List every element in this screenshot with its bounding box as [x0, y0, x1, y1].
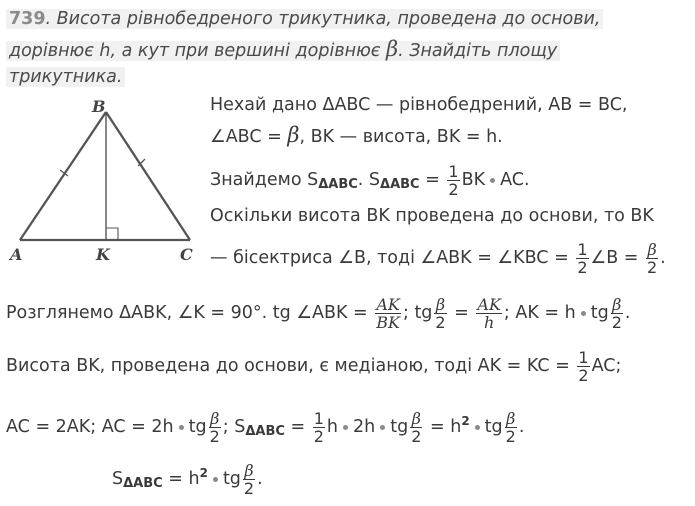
solution-text-8j: . [518, 417, 525, 437]
subscript-abc: ΔABC [245, 424, 285, 439]
side-ab [20, 112, 106, 240]
denominator: 2 [578, 365, 589, 385]
solution-line-2 [210, 124, 503, 148]
problem-number: 739 [9, 9, 46, 29]
solution-text-3d: BK [461, 170, 486, 190]
multiply-dot [380, 425, 385, 430]
solution-text-2a: ∠ABC = [210, 127, 288, 147]
numerator: 1 [577, 239, 588, 259]
fraction-half [447, 163, 459, 198]
numerator-beta: β [411, 408, 421, 428]
solution-text-8i: tg [484, 417, 503, 437]
solution-line-8 [6, 401, 525, 446]
solution-text-9a: S [112, 469, 124, 489]
numerator: 1 [448, 161, 459, 181]
solution-text-3c: = [419, 170, 446, 190]
numerator-beta: β [435, 294, 446, 314]
superscript-2: 2 [461, 414, 470, 428]
denominator: 2 [577, 257, 588, 277]
solution-text-7b: AC; [591, 356, 622, 376]
label-c: C [180, 245, 193, 264]
numerator-beta: β [647, 239, 657, 259]
solution-text-3b: . S [357, 170, 381, 190]
denominator: 2 [209, 426, 220, 446]
beta-symbol: β [287, 123, 300, 147]
solution-text-8e: h [326, 417, 339, 437]
solution-line-3 [210, 160, 530, 200]
denominator: 2 [611, 312, 622, 332]
label-a: A [10, 245, 23, 264]
fraction-half [313, 410, 325, 445]
fraction-ak-h [476, 296, 502, 331]
superscript-2: 2 [199, 466, 208, 480]
solution-text-5a: — бісектриса ∠B, тоді ∠ABK = ∠KBC = [210, 248, 575, 268]
numerator-beta: β [506, 408, 516, 428]
multiply-dot [213, 477, 218, 482]
solution-line-6 [6, 293, 630, 333]
subscript-abc: ΔABC [318, 177, 358, 192]
solution-text-7a: Висота BK, проведена до основи, є медіаною, тоді AK = KC = [6, 356, 576, 376]
solution-text-9c: tg [222, 469, 241, 489]
fraction-beta-half [505, 410, 517, 445]
solution-text-6b: ; tg [402, 303, 433, 323]
fraction-half [576, 241, 588, 276]
beta-symbol: β [385, 37, 399, 61]
solution-text-9d: . [257, 469, 263, 489]
fraction-beta-half [243, 462, 255, 497]
problem-line-2 [6, 38, 560, 62]
problem-text-3: трикутника. [9, 67, 123, 87]
fraction-beta-half [646, 241, 658, 276]
solution-text-1: Нехай дано ΔABC — рівнобедрений, AB = BC, [210, 95, 628, 115]
solution-text-8b: tg [188, 417, 207, 437]
numerator: 1 [313, 408, 324, 428]
denominator: 2 [435, 312, 446, 332]
multiply-dot [475, 425, 480, 430]
solution-line-1 [210, 94, 628, 116]
fraction-beta-half [611, 296, 623, 331]
problem-text-2b: . Знайдіть площу [398, 41, 558, 61]
denominator-h: h [484, 312, 495, 332]
solution-text-8d: = [284, 417, 311, 437]
solution-text-5b: ∠B = [590, 248, 644, 268]
denominator: 2 [313, 426, 324, 446]
label-b: B [92, 97, 106, 116]
denominator: 2 [505, 426, 516, 446]
solution-line-5 [210, 238, 666, 278]
solution-text-2b: , BK — висота, BK = h. [299, 127, 503, 147]
numerator-beta: β [210, 408, 220, 428]
solution-text-6a: Розглянемо ΔABK, ∠K = 90°. tg ∠ABK = [6, 303, 374, 323]
solution-text-6f: . [624, 303, 631, 323]
solution-text-8g: tg [390, 417, 409, 437]
right-angle-mark [106, 228, 118, 240]
fraction-beta-half [410, 410, 422, 445]
denominator: 2 [411, 426, 422, 446]
solution-text-6e: tg [590, 303, 609, 323]
numerator-ak: AK [477, 294, 501, 314]
label-k: K [96, 245, 110, 264]
problem-text-1: . Висота рівнобедреного трикутника, проведена до основи, [45, 9, 601, 29]
multiply-dot [179, 425, 184, 430]
solution-text-6d: ; AK = h [503, 303, 576, 323]
denominator-bk: BK [376, 312, 400, 332]
solution-text-6c: = [448, 303, 475, 323]
solution-text-8f: 2h [353, 417, 376, 437]
fraction-half [577, 349, 589, 384]
solution-text-4: Оскільки висота BK проведена до основи, то BK [210, 206, 654, 226]
problem-line-1 [6, 8, 603, 30]
side-bc [106, 112, 190, 240]
multiply-dot [343, 425, 348, 430]
subscript-abc: ΔABC [380, 177, 420, 192]
denominator: 2 [448, 179, 459, 199]
solution-line-4 [210, 205, 654, 227]
solution-text-8h: = h [424, 417, 462, 437]
triangle-figure [6, 94, 196, 264]
solution-text-9b: = h [162, 469, 200, 489]
numerator-ak: AK [376, 294, 400, 314]
problem-text-2a: дорівнює h, а кут при вершині дорівнює [9, 41, 386, 61]
solution-line-9 [112, 453, 263, 498]
solution-text-3a: Знайдемо S [210, 170, 319, 190]
solution-line-7 [6, 346, 621, 386]
numerator-beta: β [244, 460, 254, 480]
multiply-dot [581, 311, 586, 316]
solution-text-5c: . [660, 248, 666, 268]
fraction-beta-half [209, 410, 221, 445]
subscript-abc: ΔABC [123, 476, 163, 491]
denominator: 2 [646, 257, 658, 277]
problem-line-3 [6, 66, 125, 88]
solution-text-8a: AC = 2AK; AC = 2h [6, 417, 174, 437]
fraction-ak-bk [375, 296, 401, 331]
multiply-dot [490, 178, 495, 183]
solution-text-8c: ; S [222, 417, 246, 437]
numerator: 1 [578, 347, 589, 367]
denominator: 2 [243, 478, 255, 498]
solution-text-3e: AC. [500, 170, 530, 190]
numerator-beta: β [612, 294, 622, 314]
fraction-beta-half [434, 296, 446, 331]
